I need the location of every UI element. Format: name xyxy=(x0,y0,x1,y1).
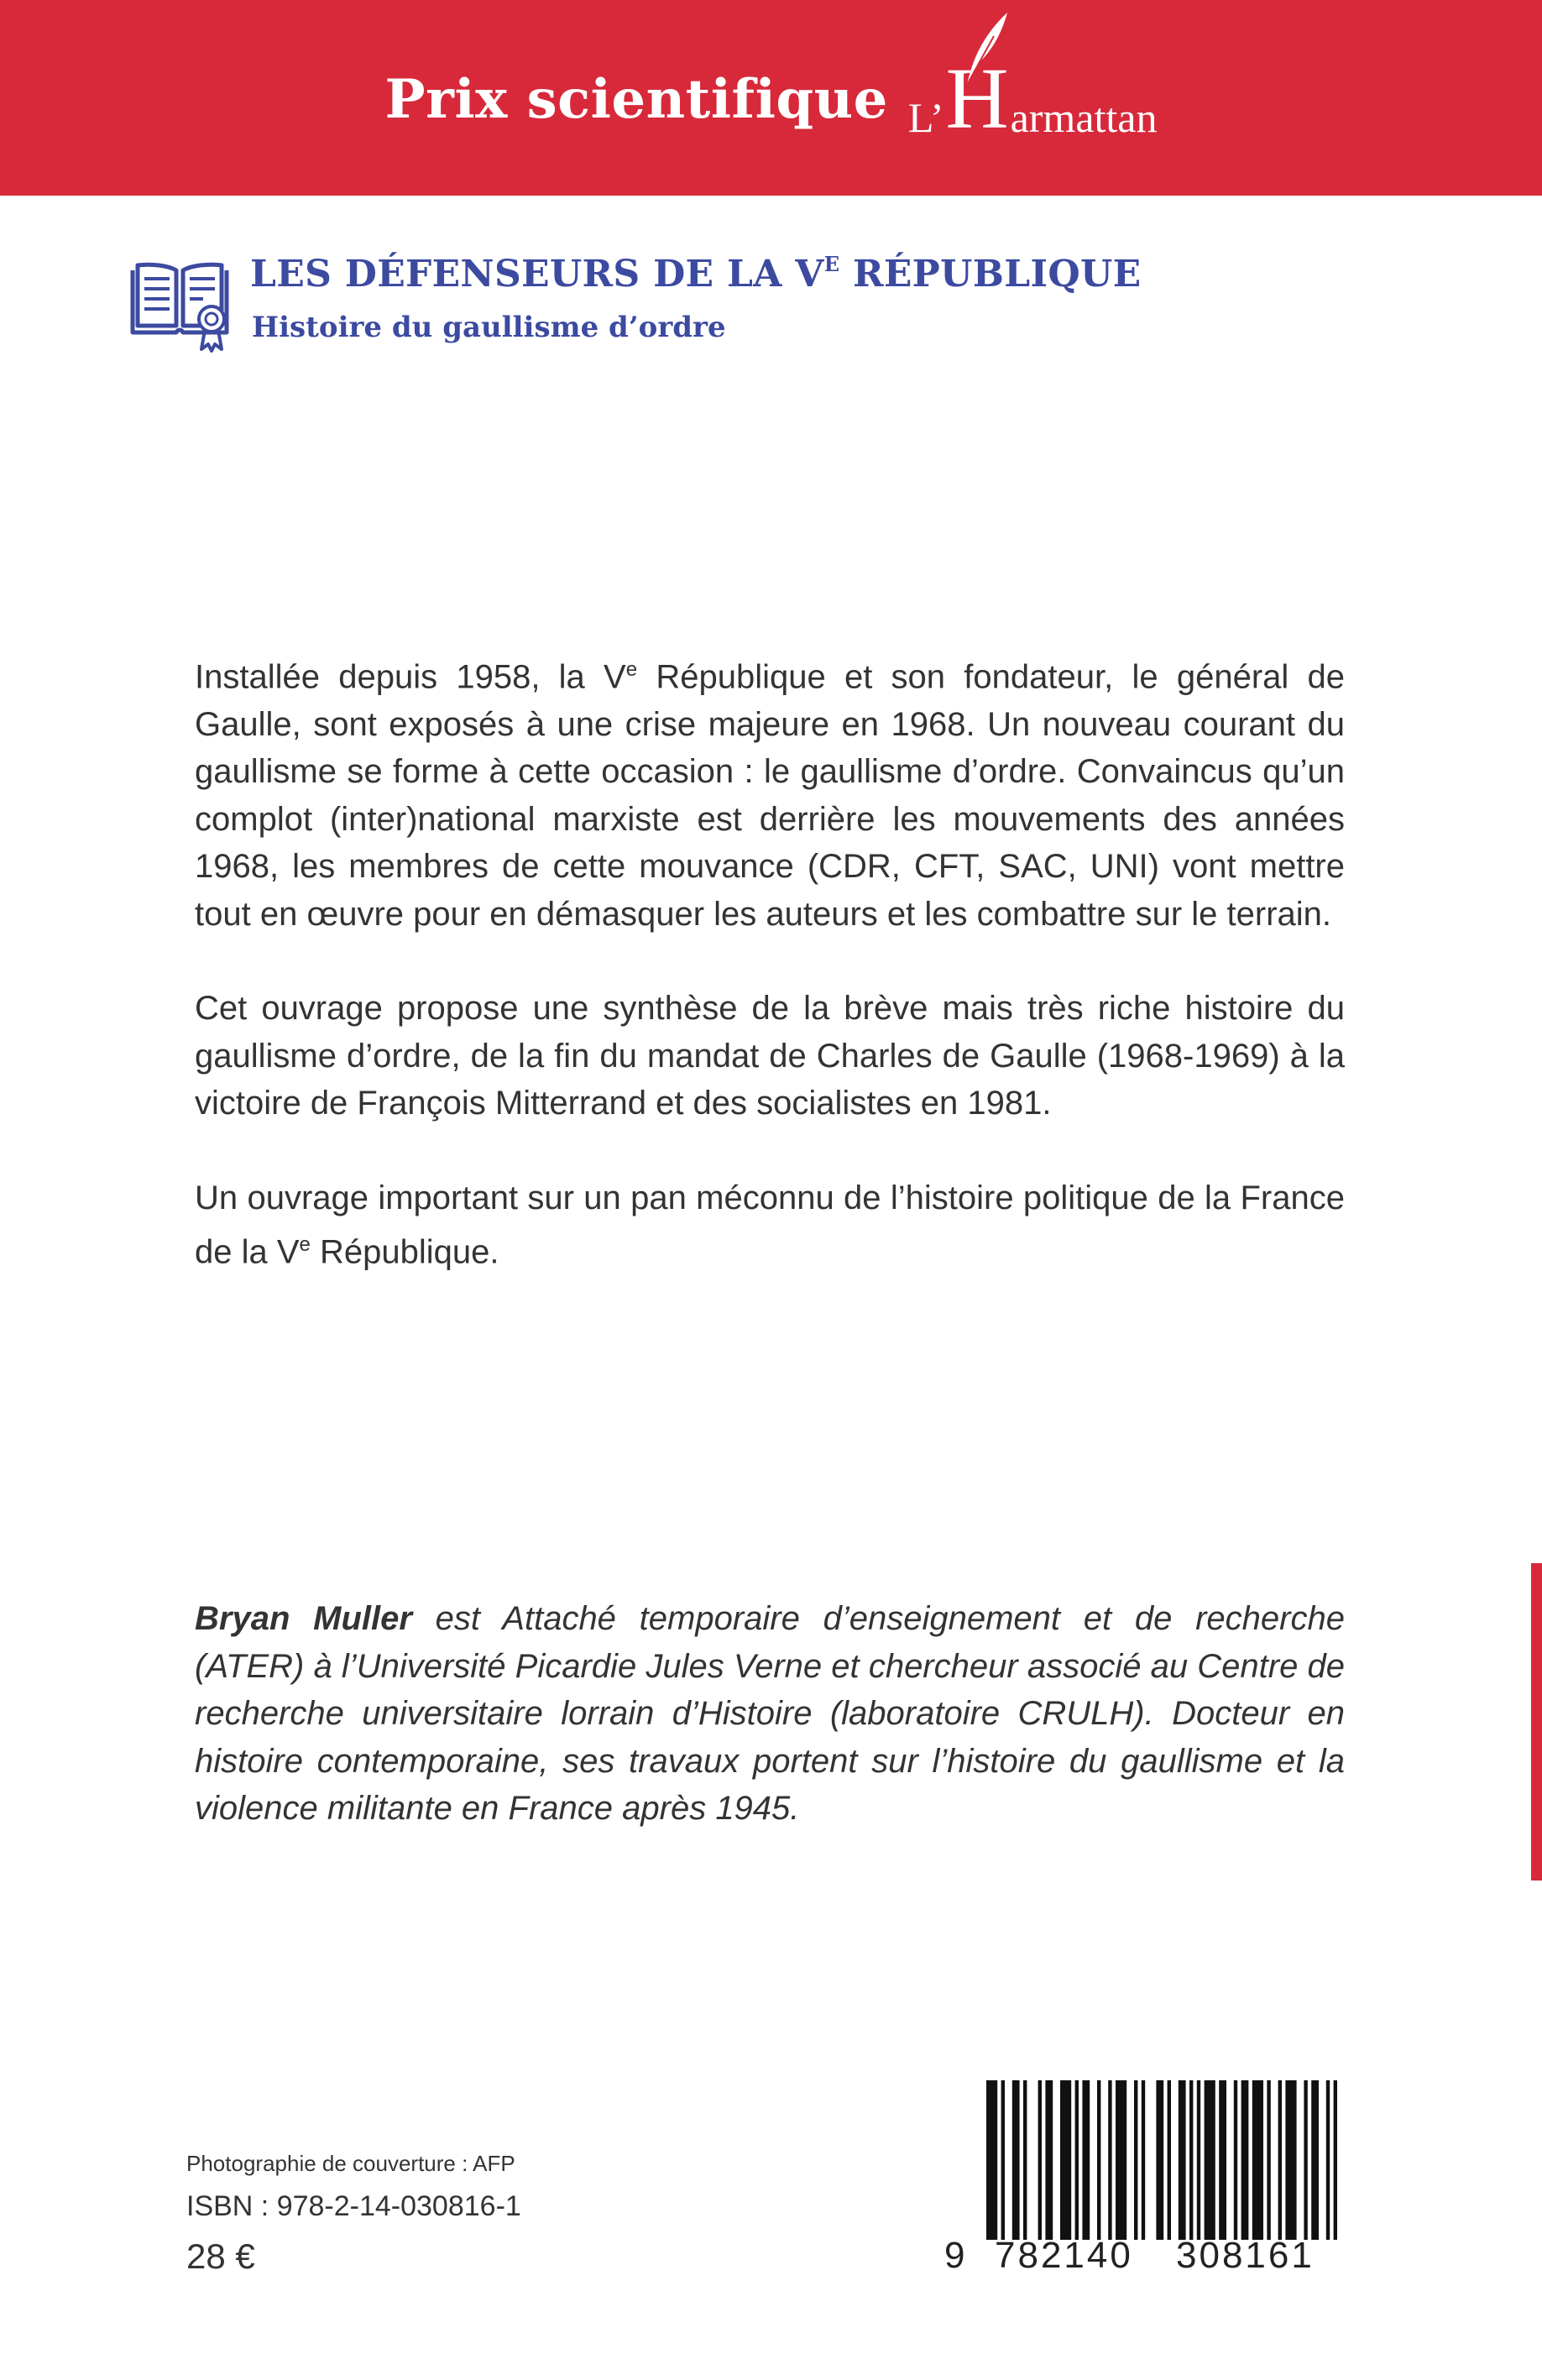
barcode-bars xyxy=(985,2080,1347,2240)
barcode-bar xyxy=(1108,2080,1111,2240)
barcode-bar xyxy=(1304,2080,1307,2240)
barcode-bar xyxy=(1311,2080,1319,2240)
barcode-bar xyxy=(1023,2080,1027,2240)
publisher-logo xyxy=(907,50,1158,148)
logo-h: H xyxy=(945,50,1009,148)
barcode-bar xyxy=(1179,2080,1186,2240)
barcode-bar xyxy=(1142,2080,1145,2240)
barcode-bar xyxy=(1038,2080,1042,2240)
banner-content xyxy=(0,40,1542,158)
book-title: LES DÉFENSEURS DE LA $V^E$ RÉPUBLIQUE xyxy=(250,252,1142,296)
barcode-bar xyxy=(1012,2080,1020,2240)
spine-edge-mark xyxy=(1531,1563,1542,1880)
barcode-bar xyxy=(1197,2080,1200,2240)
barcode-bar xyxy=(1156,2080,1163,2240)
barcode-bar xyxy=(1205,2080,1215,2240)
author-bio xyxy=(195,1595,1345,1833)
barcode-bar xyxy=(1285,2080,1296,2240)
price: 28 € xyxy=(186,2236,255,2276)
barcode-bar xyxy=(1241,2080,1249,2240)
barcode-bar xyxy=(1267,2080,1270,2240)
barcode-bar xyxy=(1234,2080,1237,2240)
barcode-bar xyxy=(1116,2080,1126,2240)
logo-rest: armattan xyxy=(1010,93,1158,141)
description-paragraph-3: Un ouvrage important sur un pan méconnu de l’histoire politique de la France de la Ve République. xyxy=(195,1179,1345,1271)
prize-label: Prix scientifique xyxy=(384,67,888,131)
book-header xyxy=(126,243,1301,361)
barcode-bar xyxy=(1189,2080,1193,2240)
barcode-bar xyxy=(1278,2080,1282,2240)
quill-feather-icon xyxy=(960,11,1011,86)
barcode-bar xyxy=(1097,2080,1100,2240)
top-banner xyxy=(0,0,1542,196)
credits xyxy=(186,2149,774,2280)
barcode-bar xyxy=(1134,2080,1137,2240)
description-paragraph-1: Installée depuis 1958, la Ve République et son fondateur, le général de Gaulle, sont exposés à une crise majeure en 1968. Un nouveau courant du gaullisme se forme à cette occasion : le gaullisme d’ordre. Convaincus qu’un complot (inter)national marxiste est derrière les mouvements des années 1968, les membres de cette mouvance (CDR, CFT, SAC, UNI) vont mettre tout en œuvre pour en démasquer les auteurs et les combattre sur le terrain. xyxy=(195,658,1345,933)
logo-prefix: L’ xyxy=(907,93,944,141)
logo-initial xyxy=(945,50,1009,148)
barcode xyxy=(944,2080,1347,2276)
barcode-right-digits: 308161 xyxy=(1176,2235,1315,2276)
book-subtitle: Histoire du gaullisme d’ordre xyxy=(252,311,726,344)
barcode-bar xyxy=(1252,2080,1263,2240)
barcode-bar xyxy=(1326,2080,1330,2240)
author-name: Bryan Muller xyxy=(195,1600,412,1637)
barcode-bar xyxy=(1045,2080,1053,2240)
barcode-bar xyxy=(1219,2080,1226,2240)
book-description xyxy=(195,646,1345,1276)
barcode-bar xyxy=(1334,2080,1337,2240)
author-bio-text xyxy=(195,1595,1345,1833)
barcode-bar xyxy=(1075,2080,1079,2240)
open-book-award-icon xyxy=(126,250,235,353)
isbn: ISBN : 978-2-14-030816-1 xyxy=(186,2190,521,2222)
barcode-bar xyxy=(1082,2080,1090,2240)
author-bio-body: est Attaché temporaire d’enseignement et de recherche (ATER) à l’Université Picardie Jules Verne et chercheur associé au Centre de recherche universitaire lorrain d’Histoire (laboratoire CRULH). Docteur en histoire contemporaine, ses travaux portent sur l’histoire du gaullisme et la violence militante en France après 1945. xyxy=(195,1600,1345,1827)
barcode-bar xyxy=(1001,2080,1005,2240)
barcode-bar xyxy=(1060,2080,1071,2240)
barcode-bar xyxy=(1168,2080,1171,2240)
description-paragraph-2: Cet ouvrage propose une synthèse de la brève mais très riche histoire du gaullisme d’ordre, de la fin du mandat de Charles de Gaulle (1968-1969) à la victoire de François Mitterrand et des socialistes en 1981. xyxy=(195,990,1345,1122)
barcode-bar xyxy=(986,2080,997,2240)
barcode-left-digits: 782140 xyxy=(995,2235,1133,2276)
photo-credit: Photographie de couverture : AFP xyxy=(186,2151,515,2176)
barcode-first-digit: 9 xyxy=(944,2235,965,2276)
